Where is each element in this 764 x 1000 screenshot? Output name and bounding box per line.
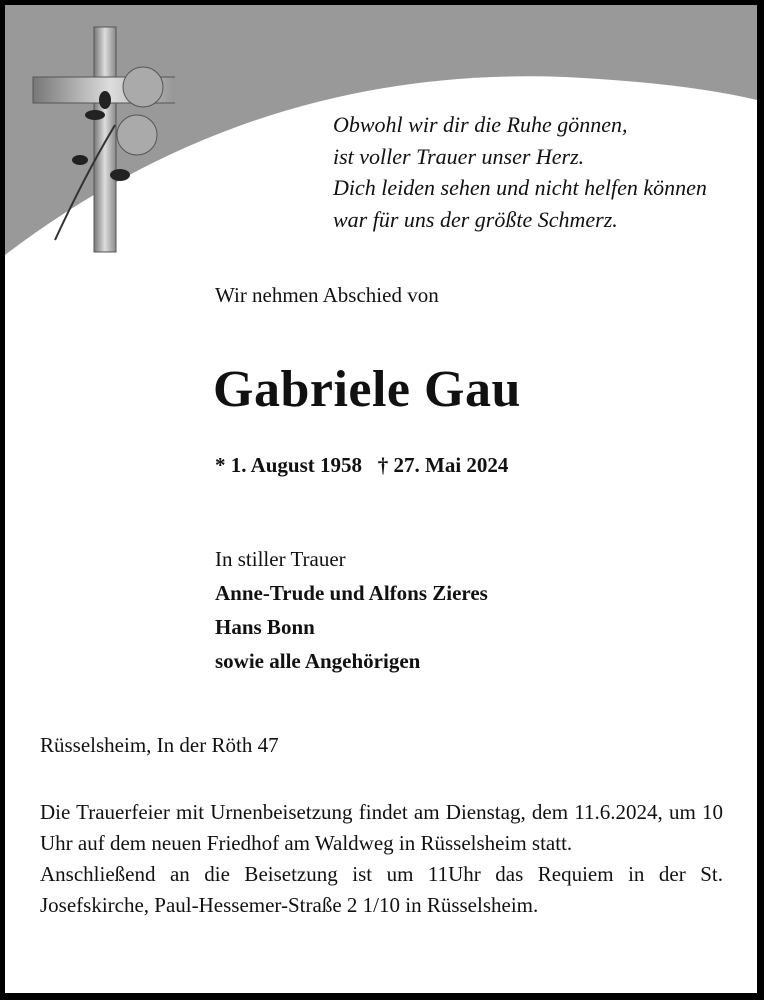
- poem-line: ist voller Trauer unser Herz.: [333, 143, 585, 169]
- paragraph: Anschließend an die Beisetzung ist um 11Uhr das Requiem in der St. Josefskirche, Paul-Hessemer-Straße 2 1/10 in Rüsselsheim.: [40, 862, 723, 917]
- intro-text: Wir nehmen Abschied von: [215, 283, 439, 307]
- paragraph: Die Trauerfeier mit Urnenbeisetzung findet am Dienstag, dem 11.6.2024, um 10 Uhr auf dem neuen Friedhof am Waldweg in Rüsselsheim statt.: [40, 800, 723, 855]
- poem-line: Dich leiden sehen und nicht helfen können: [333, 175, 707, 200]
- poem-line: Obwohl wir dir die Ruhe gönnen,: [333, 112, 628, 137]
- notice-body: [5, 5, 757, 993]
- mourner-name: Hans Bonn: [215, 615, 315, 639]
- deceased-name: Gabriele Gau: [213, 361, 521, 418]
- poem-line: war für uns der größte Schmerz.: [333, 206, 618, 232]
- funeral-details: [40, 797, 723, 921]
- location: Rüsselsheim, In der Röth 47: [40, 733, 279, 757]
- mourner-name: sowie alle Angehörigen: [215, 649, 421, 673]
- cross-with-roses-icon: [25, 15, 175, 255]
- mourners-heading: In stiller Trauer: [215, 547, 346, 571]
- life-dates: * 1. August 1958 † 27. Mai 2024: [215, 453, 509, 477]
- poem: [333, 109, 707, 235]
- mourners: [215, 542, 488, 678]
- mourner-name: Anne-Trude und Alfons Zieres: [215, 581, 488, 605]
